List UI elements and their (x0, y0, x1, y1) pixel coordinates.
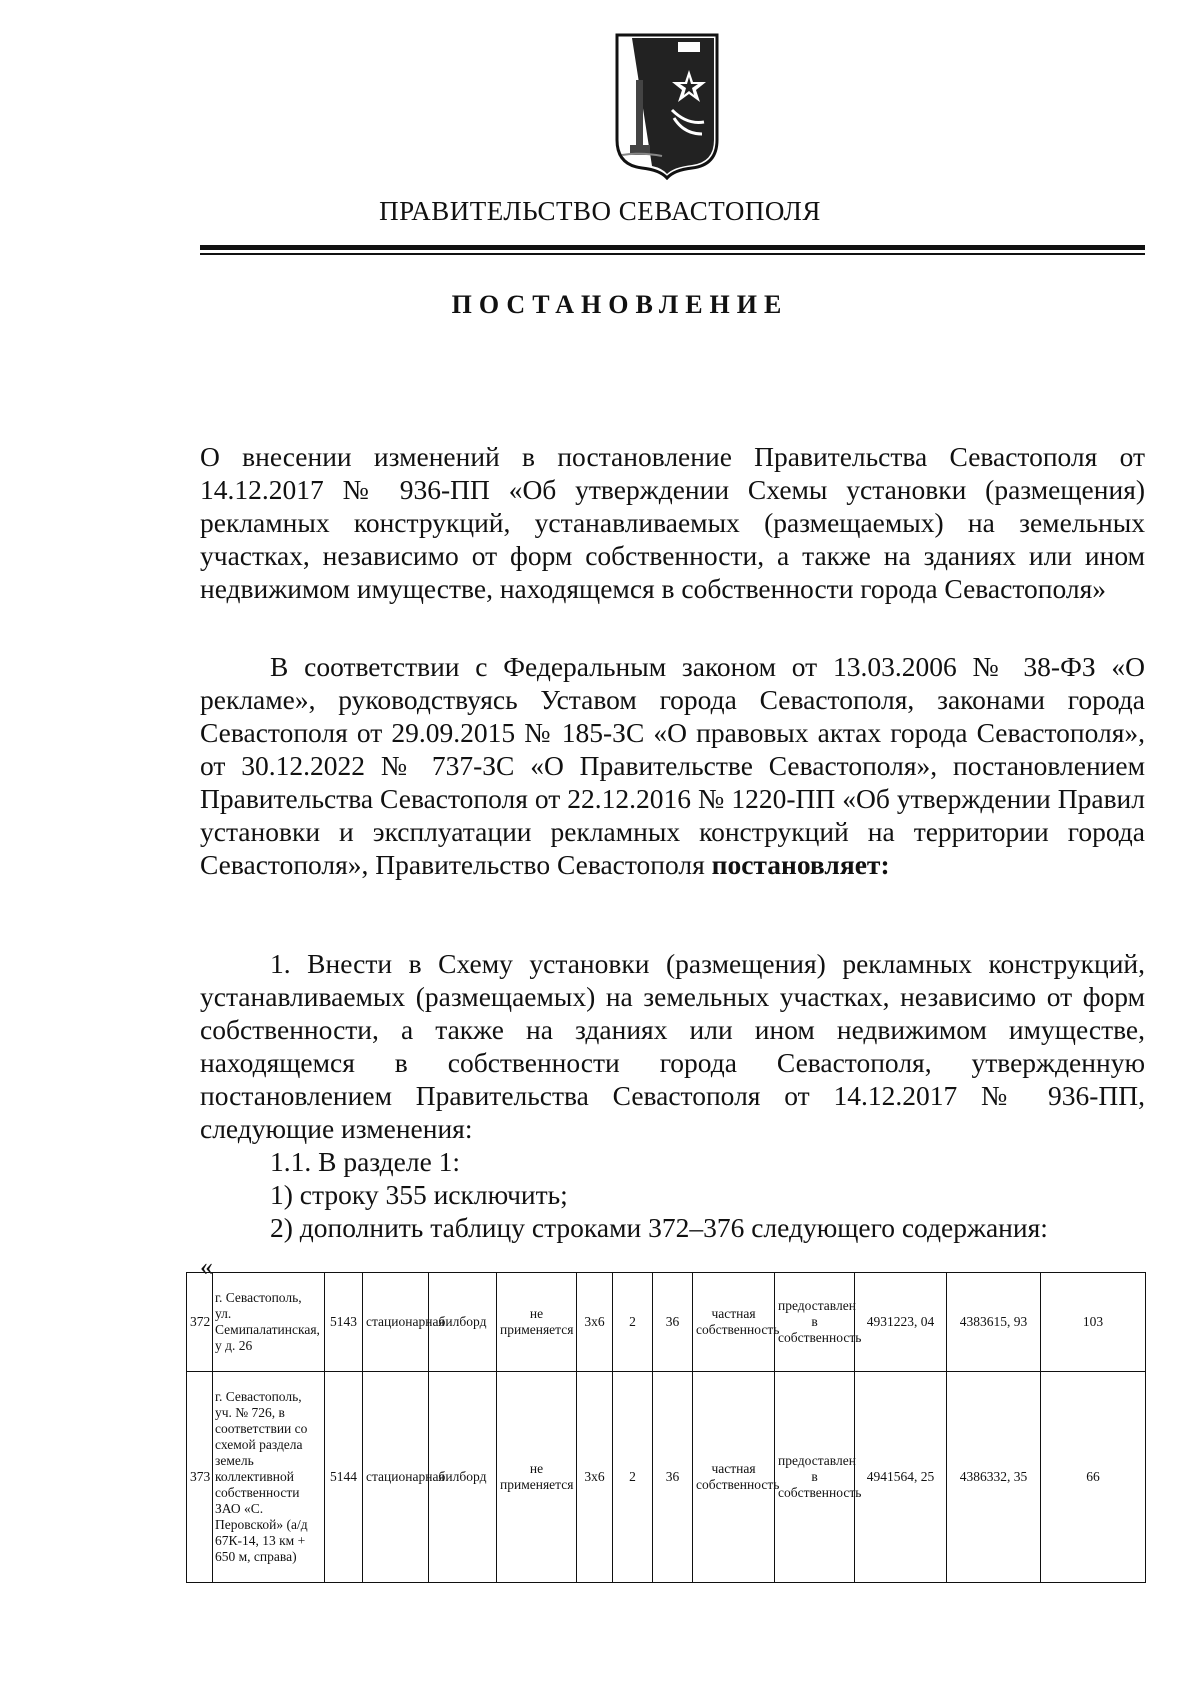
opening-quote: « (200, 1252, 213, 1281)
area-cell: 36 (653, 1372, 693, 1583)
tech-cell: не применяется (497, 1273, 577, 1372)
address-cell: г. Севастополь, ул. Семипалатинская, у д. 26 (213, 1273, 325, 1372)
type-cell: билборд (429, 1372, 497, 1583)
advertising-structures-table (186, 1272, 1146, 1583)
resolves-word: постановляет: (711, 849, 890, 880)
kind-cell: стационарная (363, 1273, 429, 1372)
x-coordinate-cell: 4941564, 25 (855, 1372, 947, 1583)
preamble-paragraph (200, 650, 1145, 881)
size-cell: 3х6 (577, 1273, 613, 1372)
extra-cell: 66 (1041, 1372, 1146, 1583)
kind-cell: стационарная (363, 1372, 429, 1583)
table-row (187, 1273, 1146, 1372)
status-cell: предоставлен в собственность (775, 1273, 855, 1372)
tech-cell: не применяется (497, 1372, 577, 1583)
header-divider-thick (200, 245, 1145, 250)
item-1-section (200, 947, 1145, 1244)
ownership-cell: частная собственность (693, 1273, 775, 1372)
item-1-1-line: 1.1. В разделе 1: (270, 1146, 461, 1177)
type-cell: билборд (429, 1273, 497, 1372)
address-cell: г. Севастополь, уч. № 726, в соответствии со схемой раздела земель коллективной собственности ЗАО «С. Перовской» (а/д 67К-14, 13 км + 650 м, справа) (213, 1372, 325, 1583)
subject-paragraph: О внесении изменений в постановление Правительства Севастополя от 14.12.2017 № 936-ПП «Об утверждении Схемы установки (размещения) рекламных конструкций, устанавливаемых (размещаемых) на земельных участках, независимо от форм собственности, а также на зданиях или ином недвижимом имуществе, находящемся в собственности города Севастополя» (200, 441, 1145, 604)
sevastopol-coat-of-arms-icon (612, 30, 722, 180)
y-coordinate-cell: 4383615, 93 (947, 1273, 1041, 1372)
preamble-text: В соответствии с Федеральным законом от 13.03.2006 № 38-ФЗ «О рекламе», руководствуясь Уставом города Севастополя, законами города Севастополя от 29.09.2015 № 185-ЗС «О правовых актах города Севастополя», от 30.12.2022 № 737-ЗС «О Правительстве Севастополя», постановлением Правительства Севастополя от 22.12.2016 № 1220-ПП «Об утверждении Правил установки и эксплуатации рекламных конструкций на территории города Севастополя», Правительство Севастополя (200, 651, 1145, 880)
table-row (187, 1372, 1146, 1583)
item-1-1-2-line: 2) дополнить таблицу строками 372–376 следующего содержания: (270, 1212, 1048, 1243)
row-number: 373 (187, 1372, 213, 1583)
row-number: 372 (187, 1273, 213, 1372)
org-title: ПРАВИТЕЛЬСТВО СЕВАСТОПОЛЯ (379, 196, 821, 226)
size-cell: 3х6 (577, 1372, 613, 1583)
item-1-paragraph: 1. Внести в Схему установки (размещения) рекламных конструкций, устанавливаемых (размещаемых) на земельных участках, независимо от форм собственности, а также на зданиях или ином недвижимом имуществе, находящемся в собственности города Севастополя, утвержденную постановлением Правительства Севастополя от 14.12.2017 № 936-ПП, следующие изменения: (200, 948, 1145, 1144)
x-coordinate-cell: 4931223, 04 (855, 1273, 947, 1372)
item-1-1-1-line: 1) строку 355 исключить; (270, 1179, 568, 1210)
status-cell: предоставлен в собственность (775, 1372, 855, 1583)
area-cell: 36 (653, 1273, 693, 1372)
extra-cell: 103 (1041, 1273, 1146, 1372)
ownership-cell: частная собственность (693, 1372, 775, 1583)
y-coordinate-cell: 4386332, 35 (947, 1372, 1041, 1583)
sides-cell: 2 (613, 1273, 653, 1372)
code-cell: 5144 (325, 1372, 363, 1583)
document-type-heading: ПОСТАНОВЛЕНИЕ (451, 290, 789, 319)
sides-cell: 2 (613, 1372, 653, 1583)
code-cell: 5143 (325, 1273, 363, 1372)
header-divider-thin (200, 253, 1145, 255)
